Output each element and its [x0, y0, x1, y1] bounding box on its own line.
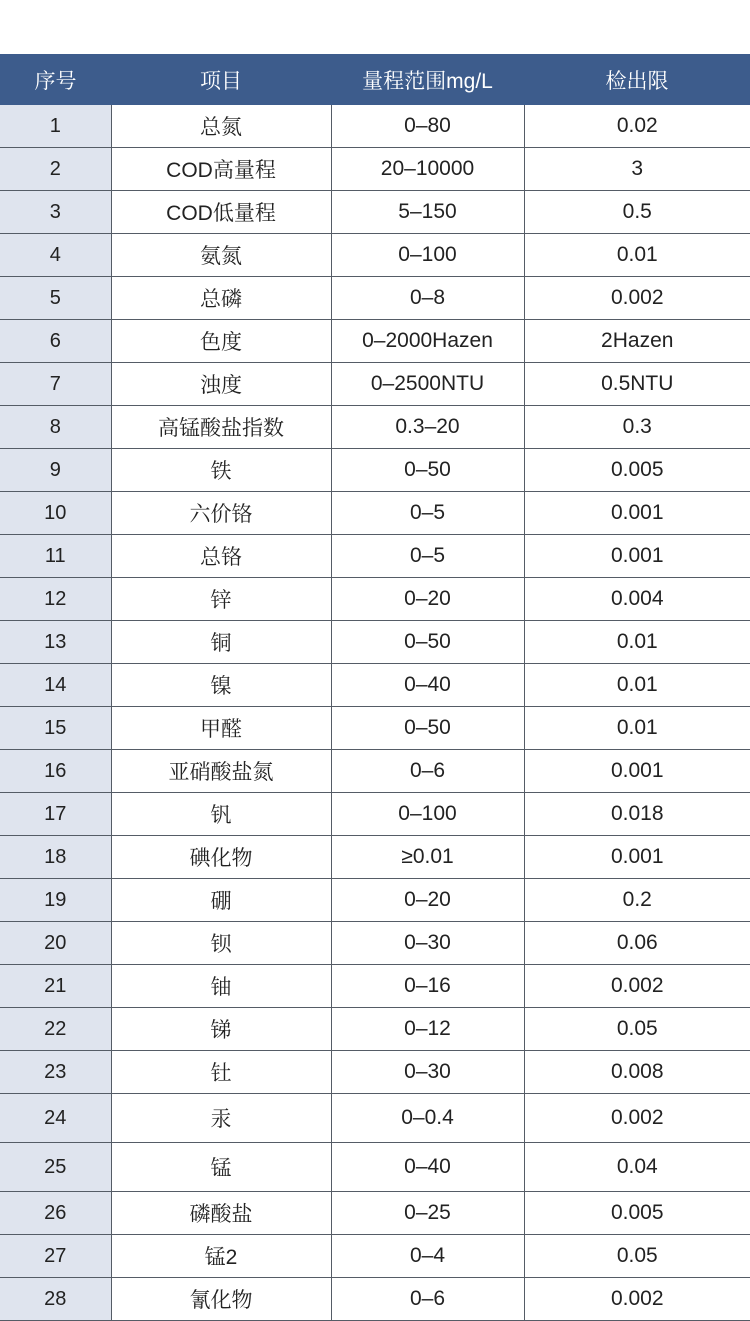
row-detection-limit: 0.002	[524, 1278, 750, 1321]
row-item: 总铬	[111, 535, 331, 578]
row-detection-limit: 0.01	[524, 234, 750, 277]
row-range: 0–0.4	[331, 1094, 524, 1143]
row-detection-limit: 3	[524, 148, 750, 191]
row-index: 15	[0, 707, 111, 750]
table-row	[0, 1235, 750, 1278]
top-whitespace	[0, 0, 750, 54]
table-row	[0, 793, 750, 836]
row-range: 0–5	[331, 535, 524, 578]
row-detection-limit: 0.001	[524, 836, 750, 879]
table-row	[0, 707, 750, 750]
row-detection-limit: 0.3	[524, 406, 750, 449]
row-range: 0–12	[331, 1008, 524, 1051]
row-range: 0–100	[331, 234, 524, 277]
row-item: 总磷	[111, 277, 331, 320]
row-detection-limit: 0.005	[524, 1192, 750, 1235]
row-detection-limit: 2Hazen	[524, 320, 750, 363]
row-detection-limit: 0.018	[524, 793, 750, 836]
row-detection-limit: 0.002	[524, 277, 750, 320]
row-index: 10	[0, 492, 111, 535]
table-row	[0, 1278, 750, 1321]
row-item: 高锰酸盐指数	[111, 406, 331, 449]
row-item: 钍	[111, 1051, 331, 1094]
row-range: 0–2500NTU	[331, 363, 524, 406]
table-row	[0, 449, 750, 492]
row-index: 4	[0, 234, 111, 277]
row-item: 锰	[111, 1143, 331, 1192]
row-index: 23	[0, 1051, 111, 1094]
table-row	[0, 1051, 750, 1094]
table-row	[0, 148, 750, 191]
row-range: 0–6	[331, 750, 524, 793]
row-index: 27	[0, 1235, 111, 1278]
row-item: 亚硝酸盐氮	[111, 750, 331, 793]
table-row	[0, 191, 750, 234]
row-detection-limit: 0.02	[524, 105, 750, 148]
row-item: 六价铬	[111, 492, 331, 535]
row-item: 氰化物	[111, 1278, 331, 1321]
row-index: 5	[0, 277, 111, 320]
row-index: 7	[0, 363, 111, 406]
row-detection-limit: 0.002	[524, 1094, 750, 1143]
row-index: 21	[0, 965, 111, 1008]
row-detection-limit: 0.04	[524, 1143, 750, 1192]
row-range: 0–40	[331, 664, 524, 707]
row-range: 0–50	[331, 707, 524, 750]
table-row	[0, 1008, 750, 1051]
table-row	[0, 406, 750, 449]
table-row	[0, 750, 750, 793]
row-range: 0–2000Hazen	[331, 320, 524, 363]
row-item: 钒	[111, 793, 331, 836]
row-range: 20–10000	[331, 148, 524, 191]
row-item: 氨氮	[111, 234, 331, 277]
row-detection-limit: 0.5NTU	[524, 363, 750, 406]
row-index: 19	[0, 879, 111, 922]
row-detection-limit: 0.01	[524, 621, 750, 664]
header-range: 量程范围mg/L	[331, 54, 524, 105]
table-row	[0, 578, 750, 621]
row-range: 0–8	[331, 277, 524, 320]
table-row	[0, 277, 750, 320]
table-header	[0, 54, 750, 105]
row-index: 18	[0, 836, 111, 879]
table-body	[0, 105, 750, 1321]
row-index: 28	[0, 1278, 111, 1321]
row-index: 17	[0, 793, 111, 836]
water-quality-parameter-table	[0, 54, 750, 1321]
row-index: 8	[0, 406, 111, 449]
row-range: 0–5	[331, 492, 524, 535]
row-detection-limit: 0.002	[524, 965, 750, 1008]
row-range: 5–150	[331, 191, 524, 234]
row-index: 14	[0, 664, 111, 707]
row-index: 11	[0, 535, 111, 578]
row-detection-limit: 0.2	[524, 879, 750, 922]
row-index: 2	[0, 148, 111, 191]
row-item: 钡	[111, 922, 331, 965]
row-index: 24	[0, 1094, 111, 1143]
table-row	[0, 922, 750, 965]
row-index: 12	[0, 578, 111, 621]
table-row	[0, 879, 750, 922]
row-range: 0–30	[331, 1051, 524, 1094]
row-range: 0–40	[331, 1143, 524, 1192]
row-detection-limit: 0.01	[524, 664, 750, 707]
row-index: 1	[0, 105, 111, 148]
row-item: COD低量程	[111, 191, 331, 234]
row-range: 0–4	[331, 1235, 524, 1278]
row-detection-limit: 0.05	[524, 1008, 750, 1051]
row-detection-limit: 0.008	[524, 1051, 750, 1094]
table-row	[0, 965, 750, 1008]
row-detection-limit: 0.001	[524, 492, 750, 535]
row-item: 铜	[111, 621, 331, 664]
row-detection-limit: 0.001	[524, 750, 750, 793]
row-range: 0–80	[331, 105, 524, 148]
row-range: 0–30	[331, 922, 524, 965]
table-row	[0, 492, 750, 535]
row-index: 9	[0, 449, 111, 492]
row-item: 汞	[111, 1094, 331, 1143]
row-index: 26	[0, 1192, 111, 1235]
row-index: 25	[0, 1143, 111, 1192]
row-item: 锌	[111, 578, 331, 621]
row-index: 16	[0, 750, 111, 793]
table-row	[0, 535, 750, 578]
row-item: 镍	[111, 664, 331, 707]
row-detection-limit: 0.001	[524, 535, 750, 578]
row-detection-limit: 0.06	[524, 922, 750, 965]
table-row	[0, 105, 750, 148]
table-row	[0, 1143, 750, 1192]
header-detection-limit: 检出限	[524, 54, 750, 105]
row-index: 22	[0, 1008, 111, 1051]
header-index: 序号	[0, 54, 111, 105]
row-detection-limit: 0.5	[524, 191, 750, 234]
row-item: 铁	[111, 449, 331, 492]
row-item: 总氮	[111, 105, 331, 148]
row-range: 0–25	[331, 1192, 524, 1235]
table-row	[0, 1094, 750, 1143]
row-range: 0–6	[331, 1278, 524, 1321]
header-item: 项目	[111, 54, 331, 105]
row-range: 0–16	[331, 965, 524, 1008]
row-item: 锑	[111, 1008, 331, 1051]
row-item: 铀	[111, 965, 331, 1008]
row-index: 13	[0, 621, 111, 664]
row-range: 0.3–20	[331, 406, 524, 449]
row-range: 0–50	[331, 621, 524, 664]
row-index: 6	[0, 320, 111, 363]
table-row	[0, 621, 750, 664]
row-range: 0–50	[331, 449, 524, 492]
row-range: 0–20	[331, 578, 524, 621]
row-item: 碘化物	[111, 836, 331, 879]
table-row	[0, 664, 750, 707]
row-index: 3	[0, 191, 111, 234]
row-item: 甲醛	[111, 707, 331, 750]
table-row	[0, 1192, 750, 1235]
row-detection-limit: 0.005	[524, 449, 750, 492]
table-row	[0, 320, 750, 363]
row-index: 20	[0, 922, 111, 965]
row-detection-limit: 0.01	[524, 707, 750, 750]
table-row	[0, 836, 750, 879]
row-item: COD高量程	[111, 148, 331, 191]
row-detection-limit: 0.05	[524, 1235, 750, 1278]
row-range: 0–20	[331, 879, 524, 922]
row-item: 色度	[111, 320, 331, 363]
table-row	[0, 363, 750, 406]
row-item: 锰2	[111, 1235, 331, 1278]
header-row	[0, 54, 750, 105]
row-range: 0–100	[331, 793, 524, 836]
row-detection-limit: 0.004	[524, 578, 750, 621]
row-item: 磷酸盐	[111, 1192, 331, 1235]
row-item: 硼	[111, 879, 331, 922]
table-row	[0, 234, 750, 277]
row-item: 浊度	[111, 363, 331, 406]
row-range: ≥0.01	[331, 836, 524, 879]
